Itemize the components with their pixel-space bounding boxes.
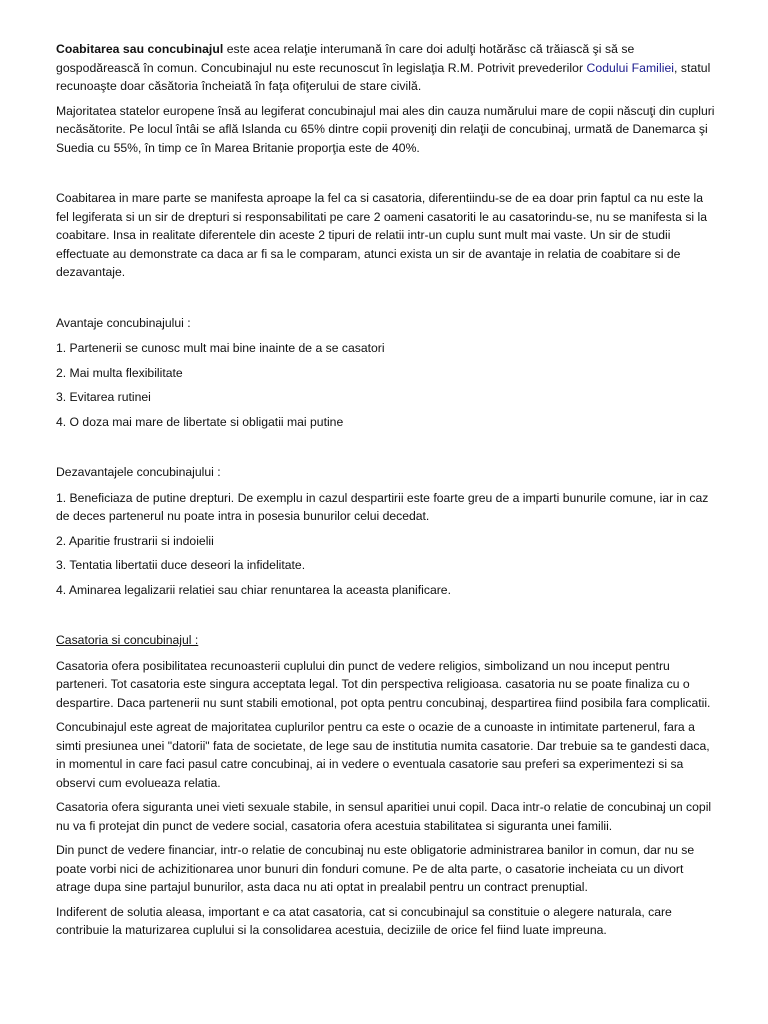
advantages-heading: Avantaje concubinajului : — [56, 315, 191, 330]
intro-bold-lead: Coabitarea sau concubinajul — [56, 42, 224, 56]
disadvantage-item: 4. Aminarea legalizarii relatiei sau chiar renuntarea la aceasta planificare. — [56, 582, 451, 597]
advantage-item: 3. Evitarea rutinei — [56, 390, 151, 404]
comparison-paragraph: Indiferent de solutia aleasa, important e ca atat casatoria, cat si concubinajul sa constituie o alegere naturala, care contribuie la maturizarea cuplului si la consolidarea acestuia, deciziile de orice fel fiind luate impreuna. — [56, 904, 672, 937]
comparison-paragraph: Concubinajul este agreat de majoritatea cuplurilor pentru ca este o ocazie de a cunoaste in intimitate partenerul, fara a simti presiunea unei "datorii" fata de societate, de lege sau de institutia numita casatorie. Dar trebuie sa te gandesti daca, in momentul in care faci pasul catre concubinaj, ai in vedere o eventuala casatorie sau preferi sa experimentezi si sa observi cum evolueaza relatia. — [56, 720, 710, 790]
comparison-heading: Casatoria si concubinajul : — [56, 633, 199, 647]
codul-familiei-link[interactable]: Codului Familiei — [586, 60, 675, 75]
advantage-item: 1. Partenerii se cunosc mult mai bine inainte de a se casatori — [56, 341, 385, 355]
comparison-paragraph: Casatoria ofera posibilitatea recunoasterii cuplului din punct de vedere religios, simbolizand un nou inceput pentru parteneri. Tot casatoria este singura acceptata legal. Tot din perspectiva religioasa. casatoria nu se poate finaliza cu o despartire. Daca partenerii nu sunt stabili emotional, pot opta pentru concubinaj, despartirea fiind posibila fara complicatii. — [56, 658, 711, 710]
intro-text-b: , statul recunoaşte doar căsătoria încheiată în faţa ofiţerului de stare civilă. — [56, 60, 711, 93]
document-page — [56, 40, 716, 940]
disadvantage-item: 1. Beneficiaza de putine drepturi. De exemplu in cazul despartirii este foarte greu de a imparti bunurile comune, iar in caz de deces partenerul nu poate intra in posesia bunurilor celui decedat. — [56, 490, 709, 523]
advantage-item: 4. O doza mai mare de libertate si obligatii mai putine — [56, 414, 344, 429]
disadvantage-item: 3. Tentatia libertatii duce deseori la infidelitate. — [56, 558, 306, 572]
disadvantage-item: 2. Aparitie frustrarii si indoielii — [56, 533, 214, 548]
intro-paragraph-1 — [56, 40, 716, 96]
intro-paragraph-2: Majoritatea statelor europene însă au legiferat concubinajul mai ales din cauza numărului mare de copii născuţi din cupluri necăsătorite. Pe locul întâi se află Islanda cu 65% dintre copii proveniţi din relaţii de concubinaj, urmată de Danemarca şi Suedia cu 55%, în timp ce în Marea Britanie proporţia este de 40%. — [56, 103, 715, 155]
intro-text-a: este acea relaţie interumană în care doi adulţi hotărăsc că trăiască şi să se gospodărească în comun. Concubinajul nu este recunoscut în legislaţia R.M. Potrivit prevederilor — [56, 42, 635, 75]
advantage-item: 2. Mai multa flexibilitate — [56, 365, 183, 380]
disadvantages-heading: Dezavantajele concubinajului : — [56, 465, 221, 479]
comparison-paragraph: Din punct de vedere financiar, intr-o relatie de concubinaj nu este obligatorie administrarea banilor in comun, dar nu se poate vorbi nici de achizitionarea unor bunuri din fonduri comune. Pe de alta parte, o casatorie incheiata cu un divort atrage dupa sine partajul bunurilor, asta daca nu ati optat in prealabil pentru un contract prenuptial. — [56, 843, 695, 894]
coabitare-paragraph: Coabitarea in mare parte se manifesta aproape la fel ca si casatoria, diferentiindu-se de ea doar prin faptul ca nu este la fel legiferata si un sir de drepturi si responsabilitati pe care 2 oameni casatoriti le au casatorindu-se, nu se manifesta si la coabitare. Insa in realitate diferentele din aceste 2 tipuri de relatii intr-un cuplu sunt mult mai vaste. Un sir de studii effectuate au demonstrate ca daca ar fi sa le comparam, atunci exista un sir de avantaje in relatia de coabitare si de dezavantaje. — [56, 191, 708, 279]
comparison-paragraph: Casatoria ofera siguranta unei vieti sexuale stabile, in sensul aparitiei unui copil. Daca intr-o relatie de concubinaj un copil nu va fi protejat din punct de vedere social, casatoria ofera acestuia stabilitatea si siguranta unei familii. — [56, 800, 712, 833]
